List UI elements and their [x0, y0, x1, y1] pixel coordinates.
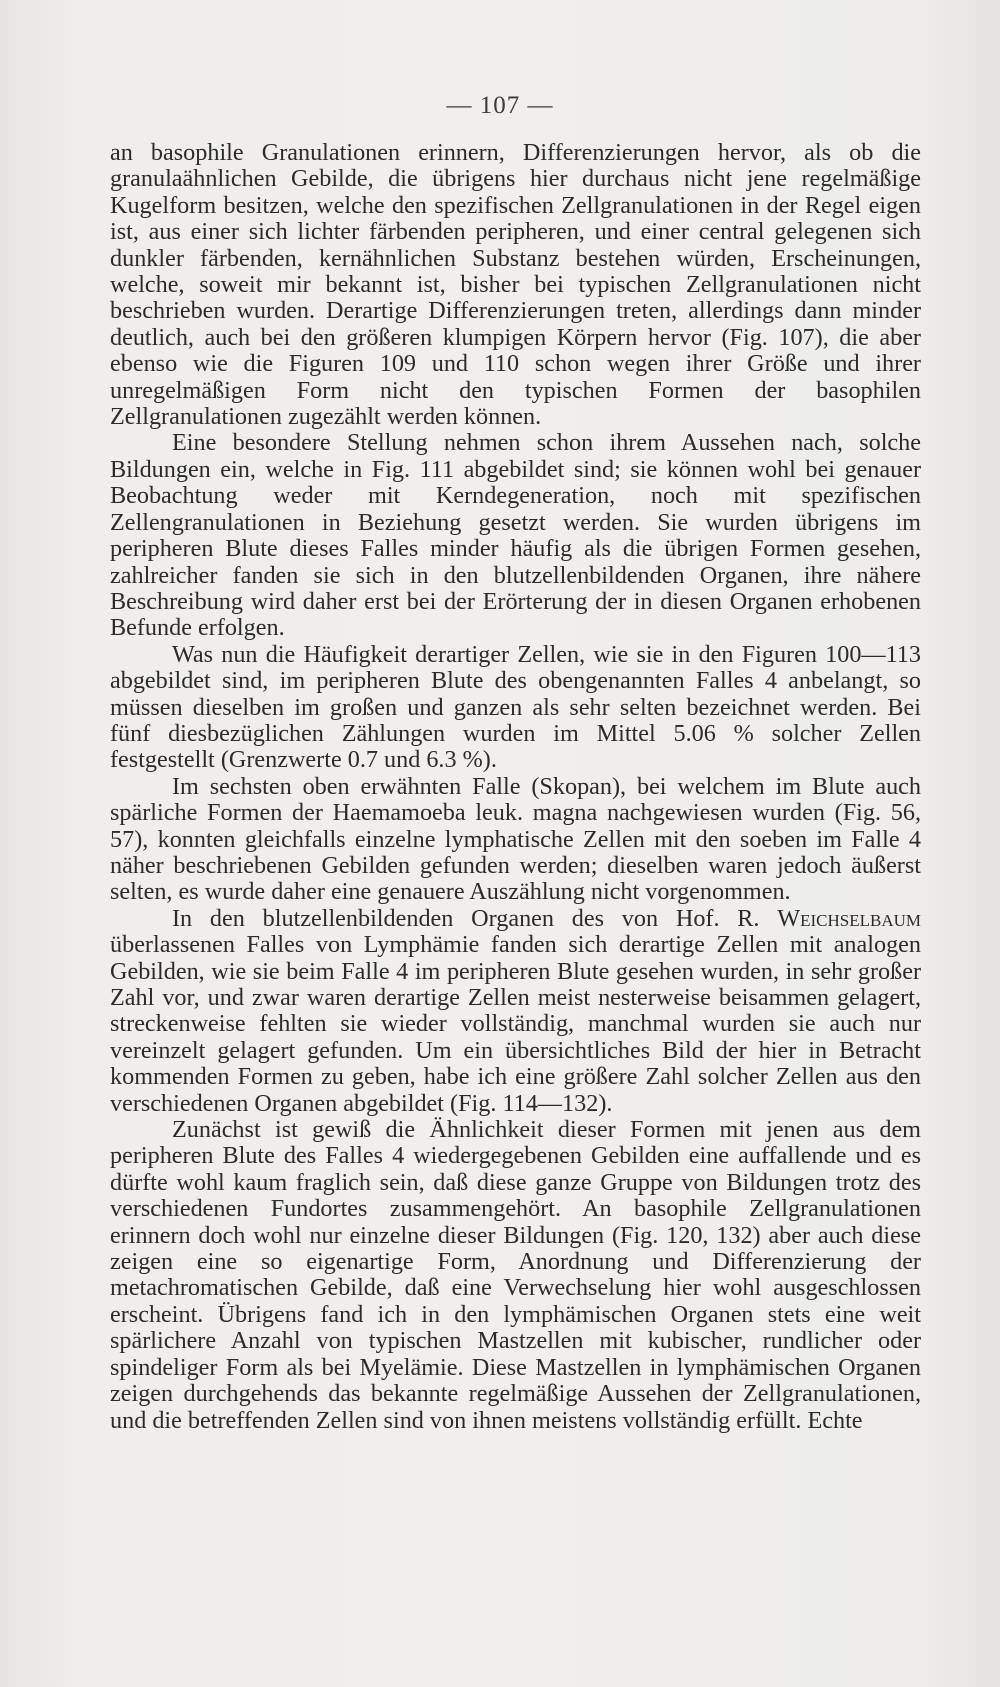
body-text — [110, 140, 921, 1434]
paragraph-5-rest: überlassenen Falles von Lymphämie fanden sich derartige Zellen mit analogen Gebilden, wie sie beim Falle 4 im peripheren Blute gesehen wurden, in sehr großer Zahl vor, und zwar waren derartige Zellen meist nesterweise beisammen gelagert, streckenweise fehlten sie wieder vollständig, manchmal wurden sie auch nur vereinzelt gelagert gefunden. Um ein übersichtliches Bild der hier in Betracht kommenden Formen zu geben, habe ich eine größere Zahl solcher Zellen aus den verschiedenen Organen abgebildet (Fig. 114—132). — [110, 931, 921, 1117]
page-number: — 107 — — [446, 92, 554, 119]
paragraph-1: an basophile Granulationen erinnern, Differenzierungen hervor, als ob die granulaähnlichen Gebilde, die übrigens hier durchaus nicht jene regelmäßige Kugelform besitzen, welche den spezifischen Zellgranulationen in der Regel eigen ist, aus einer sich lichter färbenden peripheren, und einer central gelegenen sich dunkler färbenden, kernähnlichen Substanz bestehen würden, Erscheinungen, welche, soweit mir bekannt ist, bisher bei typischen Zellgranulationen nicht beschrieben wurden. Derartige Differenzierungen treten, allerdings dann minder deutlich, auch bei den größeren klumpigen Körpern hervor (Fig. 107), die aber ebenso wie die Figuren 109 und 110 schon wegen ihrer Größe und ihrer unregelmäßigen Form nicht den typischen Formen der basophilen Zellgranulationen zugezählt werden können. — [110, 139, 921, 431]
paragraph-6: Zunächst ist gewiß die Ähnlichkeit dieser Formen mit jenen aus dem peripheren Blute des Falles 4 wiedergegebenen Gebilden eine auffallende und es dürfte wohl kaum fraglich sein, daß diese ganze Gruppe von Bildungen trotz des verschiedenen Fundortes zusammengehört. An basophile Zellgranulationen erinnern doch wohl nur einzelne dieser Bildungen (Fig. 120, 132) aber auch diese zeigen eine so eigenartige Form, Anordnung und Differenzierung der metachromatischen Gebilde, daß eine Verwechselung hier wohl ausgeschlossen erscheint. Übrigens fand ich in den lymphämischen Organen stets eine weit spärlichere Anzahl von typischen Mastzellen mit kubischer, rundlicher oder spindeliger Form als bei Myelämie. Diese Mastzellen in lymphämischen Organen zeigen durchgehends das bekannte regelmäßige Aussehen der Zellgranulationen, und die betreffenden Zellen sind von ihnen meistens vollständig erfüllt. Echte — [110, 1116, 921, 1434]
paragraph-2: Eine besondere Stellung nehmen schon ihrem Aussehen nach, solche Bildungen ein, welche in Fig. 111 abgebildet sind; sie können wohl bei genauer Beobachtung weder mit Kerndegeneration, noch mit spezifischen Zellengranulationen in Beziehung gesetzt werden. Sie wurden übrigens im peripheren Blute dieses Falles minder häufig als die übrigen Formen gesehen, zahlreicher fanden sie sich in den blutzellenbildenden Organen, ihre nähere Beschreibung wird daher erst bei der Erörterung der in diesen Organen erhobenen Befunde erfolgen. — [110, 429, 921, 642]
paragraph-3: Was nun die Häufigkeit derartiger Zellen, wie sie in den Figuren 100—113 abgebildet sind, im peripheren Blute des obengenannten Falles 4 anbelangt, so müssen dieselben im großen und ganzen als sehr selten bezeichnet werden. Bei fünf diesbezüglichen Zählungen wurden im Mittel 5.06 % solcher Zellen festgestellt (Grenzwerte 0.7 und 6.3 %). — [110, 640, 921, 774]
paragraph-4: Im sechsten oben erwähnten Falle (Skopan), bei welchem im Blute auch spärliche Formen der Haemamoeba leuk. magna nachgewiesen wurden (Fig. 56, 57), konnten gleichfalls einzelne lymphatische Zellen mit den soeben im Falle 4 näher beschriebenen Gebilden gefunden werden; dieselben waren jedoch äußerst selten, es wurde daher eine genauere Auszählung nicht vorgenommen. — [110, 772, 921, 906]
paragraph-5 — [110, 906, 921, 1117]
author-name: Weichselbaum — [777, 904, 921, 932]
paragraph-5-start: In den blutzellenbildenden Organen des von Hof. R. — [172, 904, 778, 932]
